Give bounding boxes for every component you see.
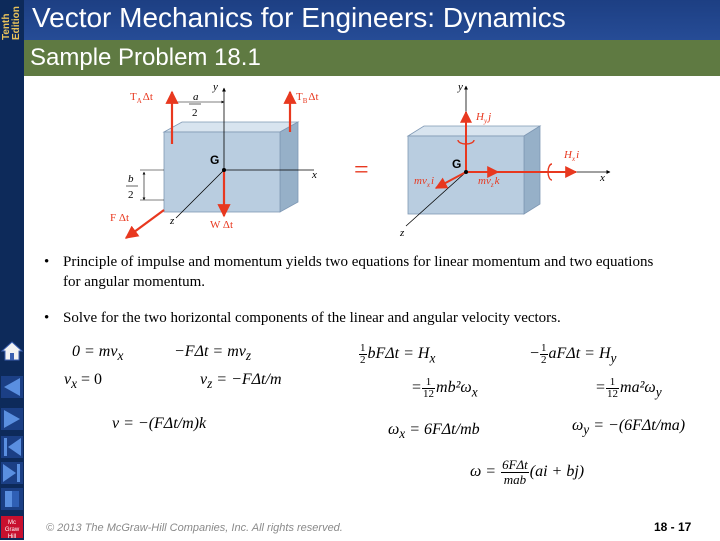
bullet-1-text: Principle of impulse and momentum yields two equations for linear momentum and two equations for angular momentum. bbox=[63, 254, 654, 290]
page-number: 18 - 17 bbox=[654, 520, 692, 534]
force-arrow-f bbox=[126, 210, 164, 238]
slide-header bbox=[24, 0, 720, 40]
equation-linear-z: $-F\Delta t = mv_z$ bbox=[174, 343, 252, 364]
impulse-momentum-diagram bbox=[100, 78, 630, 240]
label-w: W Δt bbox=[210, 219, 234, 231]
label-b: b bbox=[128, 173, 134, 185]
label-a: a bbox=[193, 91, 199, 103]
copyright-notice: © 2013 The McGraw-Hill Companies, Inc. All rights reserved. bbox=[46, 522, 343, 534]
equation-omega-y: $\omega_y = -(6F\Delta t/ma)$ bbox=[572, 417, 686, 438]
left-center-g: G bbox=[210, 153, 220, 167]
equation-hy-expression: = $\frac{1}{12}$ $ma^2\omega_y$ bbox=[596, 376, 662, 400]
label-hxi: $H_xi$ bbox=[564, 149, 580, 163]
equation-vz: $v_z = -F\Delta t/m$ bbox=[200, 371, 282, 392]
right-center-dot bbox=[464, 170, 468, 174]
bullet-2-text: Solve for the two horizontal components of the linear and angular velocity vectors. bbox=[63, 310, 561, 326]
page-title: Vector Mechanics for Engineers: Dynamics bbox=[32, 2, 566, 33]
equation-angular-x: $\frac{1}{2}$ $bF\Delta t = H_x$ bbox=[360, 342, 436, 366]
equation-omega-vector: ω = $\frac{\text{6FΔt}}{\text{mab}}$ (ai + bj) bbox=[470, 457, 585, 487]
right-block bbox=[408, 126, 540, 214]
label-ta: $T_A\Delta t$ bbox=[130, 91, 153, 105]
equation-linear-x: $0 = mv_x$ bbox=[72, 343, 124, 364]
label-mvzk: $mv_zk$ bbox=[478, 175, 500, 189]
bullet-1: • Principle of impulse and momentum yields two equations for linear momentum and two equations for angular momentum. bbox=[44, 252, 674, 292]
left-block bbox=[164, 122, 298, 212]
left-axis-z: z bbox=[170, 215, 175, 227]
label-a-denominator: 2 bbox=[192, 107, 198, 119]
equation-hx-expression: = $\frac{1}{12}$ $mb^2\omega_x$ bbox=[412, 376, 478, 400]
next-icon[interactable] bbox=[1, 408, 23, 430]
right-axis-z: z bbox=[400, 227, 405, 239]
edition-label bbox=[0, 0, 24, 42]
slide-subtitle: Sample Problem 18.1 bbox=[30, 44, 261, 71]
equation-velocity-vector: v = −(FΔt/m)k bbox=[112, 415, 207, 432]
previous-icon[interactable] bbox=[1, 376, 23, 398]
label-hyj: $H_yj$ bbox=[476, 111, 492, 125]
label-tb: $T_B\Delta t$ bbox=[296, 91, 319, 105]
left-axis-x: x bbox=[312, 169, 317, 181]
label-f: F Δt bbox=[110, 212, 129, 224]
edition-line-2: Edition bbox=[11, 6, 22, 40]
label-mvxi: $mv_xi$ bbox=[414, 175, 434, 189]
right-axis-y: y bbox=[458, 81, 463, 93]
equation-omega-x: $\omega_x = 6F\Delta t/mb$ bbox=[388, 421, 480, 442]
label-b-denominator: 2 bbox=[128, 189, 134, 201]
slide-subheader bbox=[24, 40, 720, 76]
equation-angular-y: − $\frac{1}{2}$ $aF\Delta t = H_y$ bbox=[530, 342, 617, 366]
home-icon[interactable] bbox=[1, 340, 23, 362]
sidebar bbox=[0, 0, 24, 540]
equation-vx: $v_x = 0$ bbox=[64, 371, 103, 392]
last-icon[interactable] bbox=[1, 462, 23, 484]
publisher-logo: Mc Graw Hill bbox=[1, 516, 23, 538]
exit-icon[interactable] bbox=[1, 488, 23, 510]
first-icon[interactable] bbox=[1, 436, 23, 458]
left-axis-y: y bbox=[213, 81, 218, 93]
bullet-2: • Solve for the two horizontal components of the linear and angular velocity vectors. bbox=[44, 308, 674, 328]
equals-sign: = bbox=[354, 155, 369, 184]
right-axis-x: x bbox=[600, 172, 605, 184]
edition-line-1: Tenth bbox=[1, 13, 12, 40]
left-center-dot bbox=[222, 168, 226, 172]
right-center-g: G bbox=[452, 157, 462, 171]
